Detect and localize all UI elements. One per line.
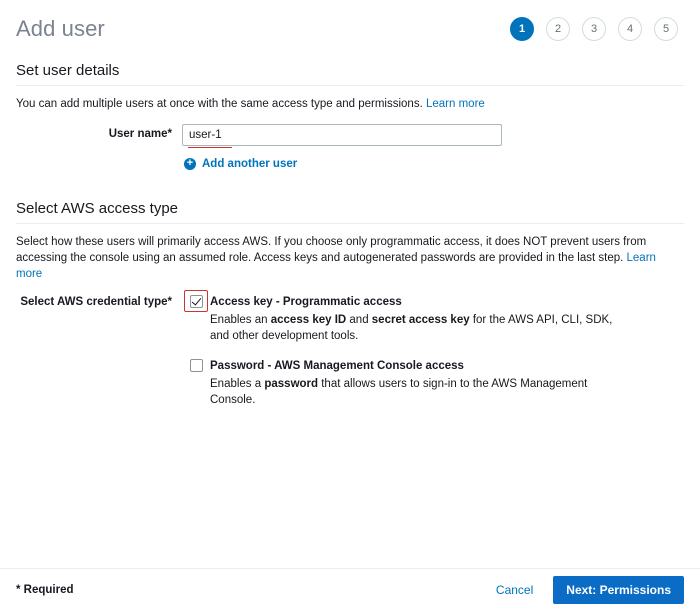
step-5[interactable]: 5: [654, 17, 678, 41]
password-desc-bold1: password: [264, 378, 319, 390]
divider-user-details: [16, 85, 684, 86]
username-field-wrap: [182, 124, 684, 170]
access-key-desc-suffix: for the AWS API, CLI, SDK, and other development tools.: [210, 314, 613, 342]
access-key-desc-bold1: access key ID: [270, 314, 347, 326]
cancel-button[interactable]: Cancel: [494, 579, 535, 601]
access-key-desc-bold2: secret access key: [371, 314, 470, 326]
username-label: User name*: [108, 128, 172, 140]
plus-icon: +: [184, 158, 196, 170]
username-input[interactable]: [182, 124, 502, 146]
user-details-description: [16, 96, 684, 112]
step-1[interactable]: 1: [510, 17, 534, 41]
divider-access-type: [16, 223, 684, 224]
access-key-checkbox-wrap: [182, 294, 210, 308]
page-header: [0, 0, 700, 48]
credential-type-row: [16, 294, 684, 422]
access-key-checkbox[interactable]: [190, 295, 203, 308]
access-key-text: [210, 294, 630, 344]
footer-actions: [494, 576, 684, 604]
step-2[interactable]: 2: [546, 17, 570, 41]
access-type-section-title: Select AWS access type: [16, 200, 179, 217]
add-another-user-label: Add another user: [202, 158, 298, 170]
access-type-description-text: Select how these users will primarily access AWS. If you choose only programmatic access, it does NOT prevent users from accessing the console using an assumed role. Access keys and autogenerated passwords are provided in the last step.: [16, 236, 647, 264]
step-4[interactable]: 4: [618, 17, 642, 41]
access-key-title: Access key - Programmatic access: [210, 296, 402, 308]
option-password[interactable]: [182, 358, 684, 408]
next-permissions-button[interactable]: Next: Permissions: [553, 576, 684, 604]
user-details-learn-more-link[interactable]: Learn more: [425, 98, 485, 110]
page-title: Add user: [16, 16, 105, 41]
credential-type-label: Select AWS credential type*: [20, 296, 172, 308]
password-title: Password - AWS Management Console access: [210, 360, 464, 372]
password-desc-prefix: Enables a: [210, 378, 265, 390]
access-type-learn-more-link[interactable]: Learn more: [16, 252, 656, 280]
access-key-desc-prefix: Enables an: [210, 314, 271, 326]
user-details-section-title: Set user details: [16, 62, 120, 79]
password-description: [210, 378, 587, 406]
required-note: * Required: [16, 583, 74, 596]
username-annotation-underline: [188, 147, 232, 148]
step-indicator: [510, 17, 684, 41]
add-another-user-button[interactable]: [184, 158, 684, 170]
password-text: [210, 358, 630, 408]
password-checkbox[interactable]: [190, 359, 203, 372]
password-desc-suffix: that allows users to sign-in to the AWS Management Console.: [210, 378, 588, 406]
user-details-description-text: You can add multiple users at once with the same access type and permissions.: [16, 98, 423, 110]
access-key-desc-mid: and: [346, 314, 372, 326]
credential-type-options: [182, 294, 684, 422]
option-access-key[interactable]: [182, 294, 684, 344]
page-content: [0, 62, 700, 422]
access-type-description: [16, 234, 684, 282]
username-row: [16, 124, 684, 170]
password-checkbox-wrap: [182, 358, 210, 372]
access-key-description: [210, 314, 612, 342]
page-footer: [0, 568, 700, 610]
step-3[interactable]: 3: [582, 17, 606, 41]
